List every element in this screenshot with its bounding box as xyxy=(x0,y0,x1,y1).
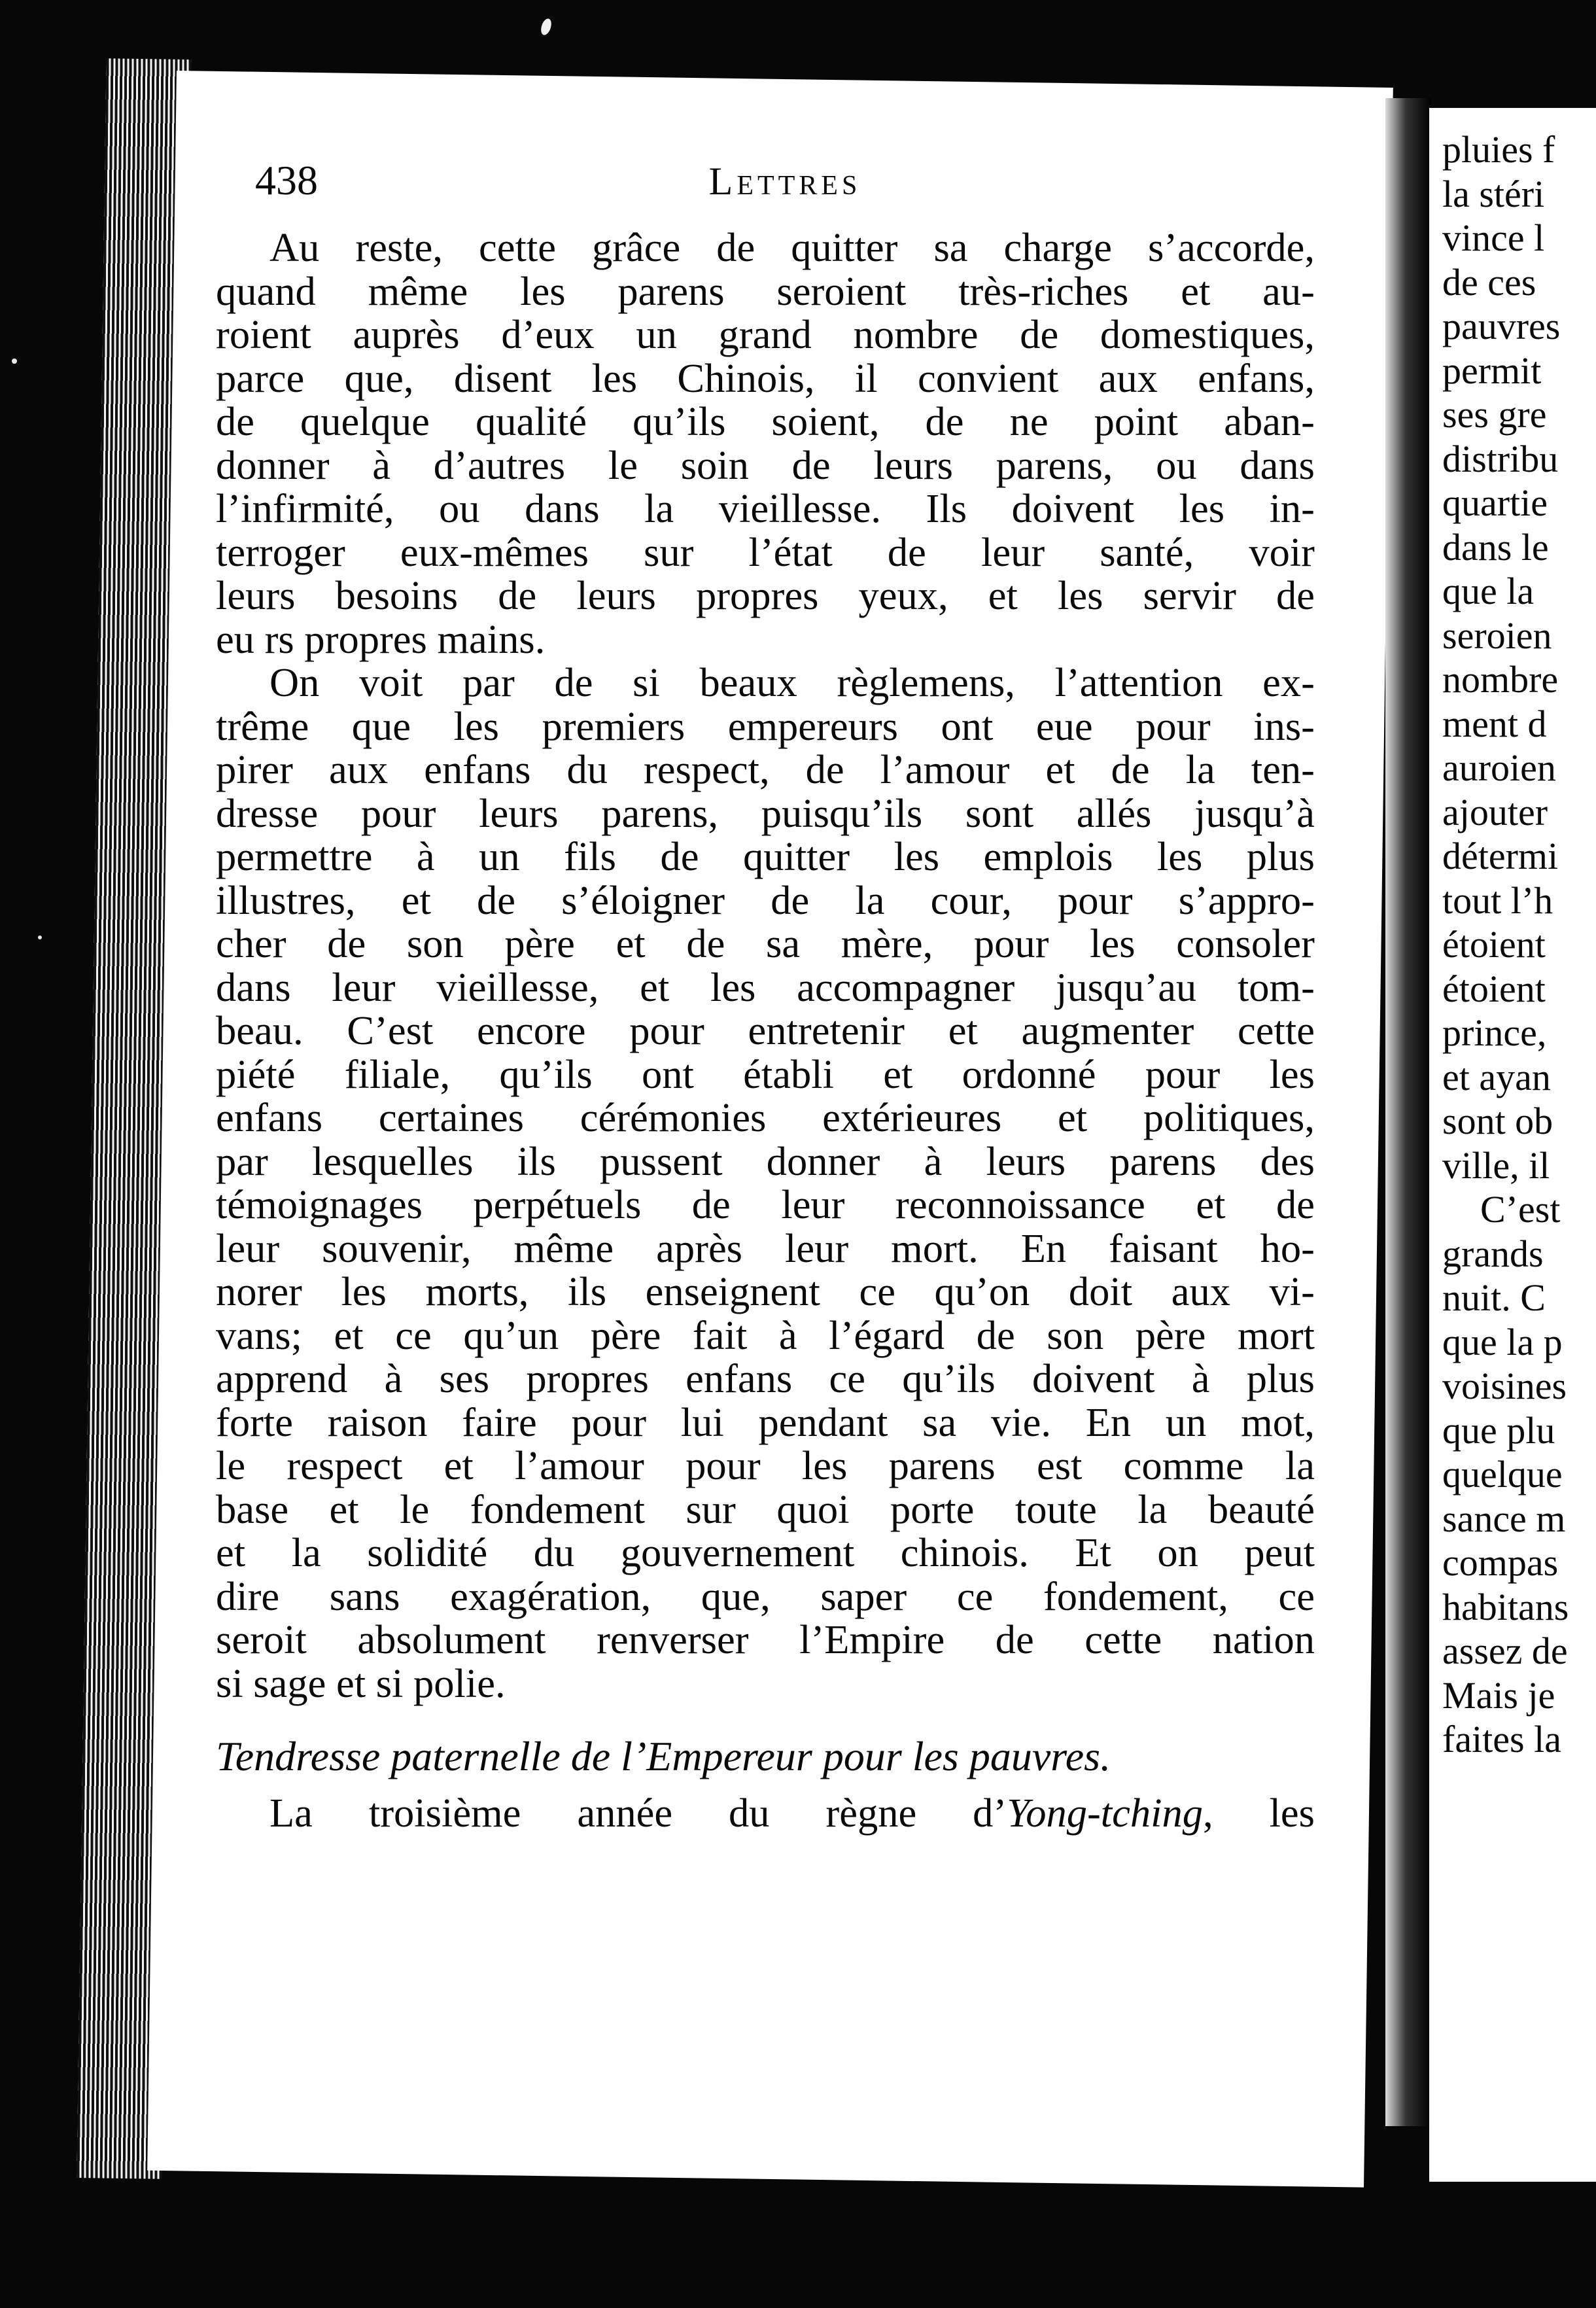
text-line: roient auprès d’eux un grand nombre de domestiques, xyxy=(216,311,1315,357)
text-line: témoignages perpétuels de leur reconnoissance et de xyxy=(216,1181,1315,1227)
text-line: auroien xyxy=(1442,746,1556,789)
text-line: que la xyxy=(1442,570,1535,612)
emperor-name: Yong-tching xyxy=(1007,1790,1204,1836)
text-line: tout l’h xyxy=(1442,879,1553,922)
text-line: grands xyxy=(1442,1232,1544,1275)
running-head: Lettres xyxy=(708,160,861,203)
text-line: la stéri xyxy=(1442,172,1545,215)
text-line: habitans xyxy=(1442,1585,1569,1628)
text-line: que plu xyxy=(1442,1408,1555,1452)
text-line: compas xyxy=(1442,1541,1559,1584)
text-line: piété filiale, qu’ils ont établi et ordonné pour les xyxy=(216,1051,1315,1097)
text-line: étoient xyxy=(1442,967,1546,1010)
text-line: Au reste, cette grâce de quitter sa charge s’accorde, xyxy=(269,224,1315,270)
text-line: l’infirmité, ou dans la vieillesse. Ils doivent les in- xyxy=(216,485,1315,531)
text-line: quartie xyxy=(1442,481,1548,524)
text-line: sont ob xyxy=(1442,1100,1553,1142)
text-line: base et le fondement sur quoi porte toute la beauté xyxy=(216,1486,1315,1532)
text-line: apprend à ses propres enfans ce qu’ils doivent à plus xyxy=(216,1355,1315,1401)
text-line: permit xyxy=(1442,349,1542,392)
text-line: seroit absolument renverser l’Empire de cette nation xyxy=(216,1617,1315,1662)
text-line: vince l xyxy=(1442,217,1545,259)
text-line: quand même les parens seroient très-riches et au- xyxy=(216,268,1315,314)
text-line: cher de son père et de sa mère, pour les consoler xyxy=(216,920,1315,966)
text-line: le respect et l’amour pour les parens est comme la xyxy=(216,1442,1315,1488)
text-fragment: , les xyxy=(1203,1790,1315,1836)
text-line: beau. C’est encore pour entretenir et augmenter cette xyxy=(216,1007,1315,1053)
scan-speck xyxy=(38,935,42,939)
text-line: prince, xyxy=(1442,1011,1547,1054)
text-line: On voit par de si beaux règlemens, l’attention ex- xyxy=(269,659,1315,705)
text-line: ajouter xyxy=(1442,790,1548,833)
text-line: vans; et ce qu’un père fait à l’égard de son père mort xyxy=(216,1312,1315,1358)
text-line: dans le xyxy=(1442,525,1549,568)
scan-speck xyxy=(12,358,17,364)
text-line: ses gre xyxy=(1442,393,1547,436)
text-line: nuit. C xyxy=(1442,1276,1546,1319)
text-line: parce que, disent les Chinois, il convient aux enfans, xyxy=(216,355,1315,401)
right-page xyxy=(1429,108,1596,2182)
text-line: et la solidité du gouvernement chinois. Et on peut xyxy=(216,1530,1315,1575)
text-line: quelque xyxy=(1442,1453,1563,1495)
text-line: étoient xyxy=(1442,923,1546,966)
text-line: faites la xyxy=(1442,1718,1561,1760)
text-line: trême que les premiers empereurs ont eue pour ins- xyxy=(216,703,1315,749)
text-line: ment d xyxy=(1442,702,1547,745)
text-line: forte raison faire pour lui pendant sa vie. En un mot, xyxy=(216,1399,1315,1445)
text-line: que la p xyxy=(1442,1320,1563,1363)
text-line: donner à d’autres le soin de leurs parens, ou dans xyxy=(216,442,1315,488)
text-line: enfans certaines cérémonies extérieures et politiques, xyxy=(216,1094,1315,1140)
page-number: 438 xyxy=(255,157,318,203)
text-line: terroger eux-mêmes sur l’état de leur santé, voir xyxy=(216,529,1315,575)
section-heading: Tendresse paternelle de l’Empereur pour les pauvres. xyxy=(216,1733,1111,1779)
text-line: de quelque qualité qu’ils soient, de ne point aban- xyxy=(216,398,1315,444)
text-line: seroien xyxy=(1442,614,1552,657)
text-line: pirer aux enfans du respect, de l’amour et de la ten- xyxy=(216,746,1315,792)
text-line: et ayan xyxy=(1442,1055,1551,1098)
text-line: nombre xyxy=(1442,658,1559,701)
text-line: détermi xyxy=(1442,835,1559,877)
text-line xyxy=(216,1791,1315,1835)
text-line: voisines xyxy=(1442,1365,1567,1407)
text-line: eu rs propres mains. xyxy=(216,616,546,662)
text-line: si sage et si polie. xyxy=(216,1660,506,1706)
text-line: par lesquelles ils pussent donner à leurs parens des xyxy=(216,1138,1315,1184)
text-line: dans leur vieillesse, et les accompagner jusqu’au tom- xyxy=(216,964,1315,1010)
right-page-text xyxy=(1442,128,1569,1762)
left-page-text xyxy=(216,226,1315,1835)
text-line: norer les morts, ils enseignent ce qu’on doit aux vi- xyxy=(216,1268,1315,1314)
text-line: dire sans exagération, que, saper ce fondement, ce xyxy=(216,1573,1315,1619)
text-line: Mais je xyxy=(1442,1673,1555,1717)
scan-speck xyxy=(539,17,553,36)
text-line: leurs besoins de leurs propres yeux, et les servir de xyxy=(216,572,1315,618)
text-line: assez de xyxy=(1442,1630,1568,1672)
text-fragment: La troisième année du règne d’ xyxy=(269,1790,1007,1836)
text-line: distribu xyxy=(1442,437,1559,480)
text-line: leur souvenir, même après leur mort. En faisant ho- xyxy=(216,1225,1315,1271)
text-line: illustres, et de s’éloigner de la cour, pour s’appro- xyxy=(216,877,1315,923)
text-line: sance m xyxy=(1442,1497,1566,1540)
book-gutter xyxy=(1385,98,1431,2126)
text-line: de ces xyxy=(1442,260,1536,304)
text-line: permettre à un fils de quitter les emplois les plus xyxy=(216,833,1315,879)
text-line: pauvres xyxy=(1442,305,1561,347)
text-line: C’est xyxy=(1480,1188,1561,1231)
text-line: ville, il xyxy=(1442,1144,1550,1187)
page-header xyxy=(255,147,1315,213)
text-line: dresse pour leurs parens, puisqu’ils sont allés jusqu’à xyxy=(216,790,1315,836)
text-line: pluies f xyxy=(1442,128,1555,171)
